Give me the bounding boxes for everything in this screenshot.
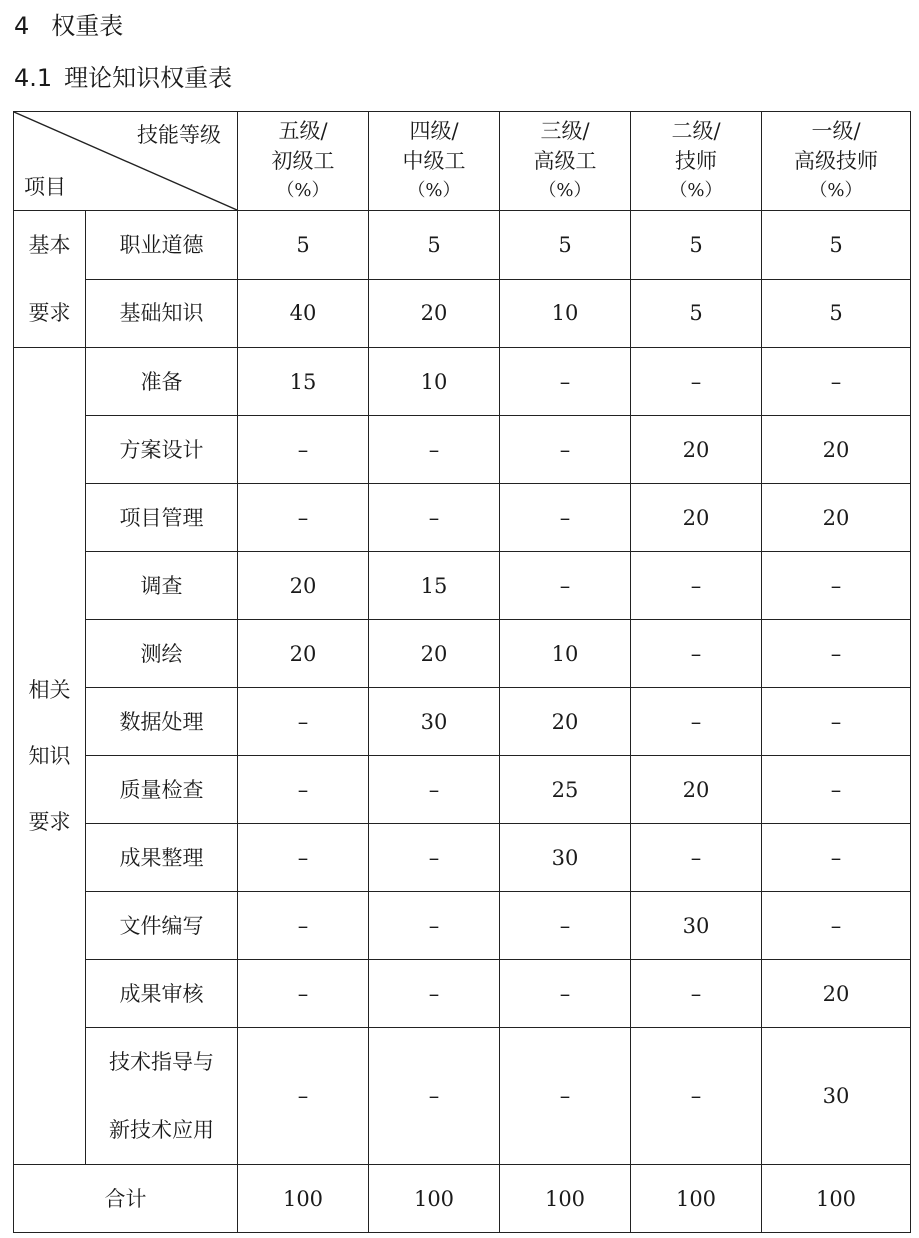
value-cell: 20 — [500, 688, 631, 756]
value-cell: – — [762, 688, 911, 756]
table-row — [14, 688, 911, 756]
value-cell: – — [369, 892, 500, 960]
subsection-heading — [14, 60, 232, 96]
corner-top-label: 技能等级 — [137, 123, 221, 147]
table-row — [14, 1028, 911, 1165]
table-row — [14, 756, 911, 824]
item-cell: 准备 — [86, 348, 238, 416]
item-cell: 成果审核 — [86, 960, 238, 1028]
value-cell: 30 — [369, 688, 500, 756]
column-header: 三级/ 高级工 （%） — [500, 112, 631, 211]
value-cell: – — [631, 552, 762, 620]
value-cell: 30 — [762, 1028, 911, 1165]
table-row — [14, 892, 911, 960]
value-cell: – — [762, 756, 911, 824]
total-row — [14, 1165, 911, 1233]
column-header: 二级/ 技师 （%） — [631, 112, 762, 211]
section-title: 权重表 — [51, 12, 124, 40]
value-cell: – — [631, 960, 762, 1028]
value-cell: – — [500, 1028, 631, 1165]
value-cell: – — [500, 484, 631, 552]
item-cell: 方案设计 — [86, 416, 238, 484]
value-cell: 20 — [238, 552, 369, 620]
corner-cell — [14, 112, 238, 211]
value-cell: – — [500, 348, 631, 416]
table-row — [14, 824, 911, 892]
header-row — [14, 112, 911, 211]
item-cell: 职业道德 — [86, 211, 238, 280]
value-cell: – — [500, 416, 631, 484]
value-cell: – — [762, 348, 911, 416]
column-header: 四级/ 中级工 （%） — [369, 112, 500, 211]
value-cell: – — [762, 892, 911, 960]
value-cell: – — [631, 1028, 762, 1165]
value-cell: 5 — [762, 279, 911, 348]
value-cell: 20 — [631, 484, 762, 552]
value-cell: 15 — [369, 552, 500, 620]
group-cell-related: 相关 知识 要求 — [14, 348, 86, 1165]
value-cell: – — [238, 824, 369, 892]
item-cell: 技术指导与 新技术应用 — [86, 1028, 238, 1165]
item-cell: 测绘 — [86, 620, 238, 688]
table-row — [14, 416, 911, 484]
value-cell: – — [238, 688, 369, 756]
column-header: 一级/ 高级技师 （%） — [762, 112, 911, 211]
value-cell: – — [238, 1028, 369, 1165]
value-cell: 30 — [500, 824, 631, 892]
group-cell-basic: 基本 要求 — [14, 211, 86, 348]
item-cell: 成果整理 — [86, 824, 238, 892]
subsection-title: 理论知识权重表 — [64, 64, 233, 92]
value-cell: – — [631, 824, 762, 892]
total-label: 合计 — [14, 1165, 238, 1233]
value-cell: 20 — [238, 620, 369, 688]
value-cell: – — [369, 1028, 500, 1165]
value-cell: – — [500, 960, 631, 1028]
value-cell: 15 — [238, 348, 369, 416]
value-cell: – — [500, 552, 631, 620]
value-cell: 5 — [500, 211, 631, 280]
total-cell: 100 — [238, 1165, 369, 1233]
value-cell: 10 — [500, 620, 631, 688]
table-row — [14, 279, 911, 348]
item-cell: 调查 — [86, 552, 238, 620]
value-cell: – — [762, 552, 911, 620]
value-cell: 10 — [500, 279, 631, 348]
table-row — [14, 552, 911, 620]
value-cell: 20 — [369, 620, 500, 688]
item-cell: 文件编写 — [86, 892, 238, 960]
value-cell: 20 — [762, 960, 911, 1028]
item-cell: 基础知识 — [86, 279, 238, 348]
value-cell: 5 — [238, 211, 369, 280]
subsection-number: 4.1 — [14, 64, 53, 92]
table-row — [14, 620, 911, 688]
value-cell: – — [762, 620, 911, 688]
value-cell: – — [238, 892, 369, 960]
item-cell: 数据处理 — [86, 688, 238, 756]
table-row — [14, 211, 911, 280]
value-cell: 20 — [762, 416, 911, 484]
value-cell: 5 — [369, 211, 500, 280]
value-cell: 20 — [631, 416, 762, 484]
value-cell: – — [369, 960, 500, 1028]
section-number: 4 — [14, 12, 30, 40]
value-cell: – — [762, 824, 911, 892]
column-header: 五级/ 初级工 （%） — [238, 112, 369, 211]
value-cell: – — [369, 484, 500, 552]
value-cell: – — [238, 484, 369, 552]
total-cell: 100 — [762, 1165, 911, 1233]
value-cell: 5 — [762, 211, 911, 280]
table-row — [14, 348, 911, 416]
value-cell: – — [238, 960, 369, 1028]
value-cell: 5 — [631, 279, 762, 348]
value-cell: 10 — [369, 348, 500, 416]
value-cell: – — [238, 756, 369, 824]
value-cell: 40 — [238, 279, 369, 348]
value-cell: – — [238, 416, 369, 484]
corner-bottom-label: 项目 — [24, 175, 66, 199]
value-cell: – — [369, 416, 500, 484]
total-cell: 100 — [369, 1165, 500, 1233]
item-cell: 项目管理 — [86, 484, 238, 552]
total-cell: 100 — [500, 1165, 631, 1233]
value-cell: – — [369, 756, 500, 824]
value-cell: – — [369, 824, 500, 892]
total-cell: 100 — [631, 1165, 762, 1233]
value-cell: – — [631, 620, 762, 688]
value-cell: 20 — [369, 279, 500, 348]
value-cell: 25 — [500, 756, 631, 824]
item-cell: 质量检查 — [86, 756, 238, 824]
table-row — [14, 960, 911, 1028]
value-cell: 5 — [631, 211, 762, 280]
weight-table — [13, 111, 911, 1233]
value-cell: – — [631, 348, 762, 416]
section-heading — [14, 8, 123, 44]
value-cell: 30 — [631, 892, 762, 960]
value-cell: – — [500, 892, 631, 960]
table-row — [14, 484, 911, 552]
value-cell: 20 — [631, 756, 762, 824]
value-cell: – — [631, 688, 762, 756]
value-cell: 20 — [762, 484, 911, 552]
